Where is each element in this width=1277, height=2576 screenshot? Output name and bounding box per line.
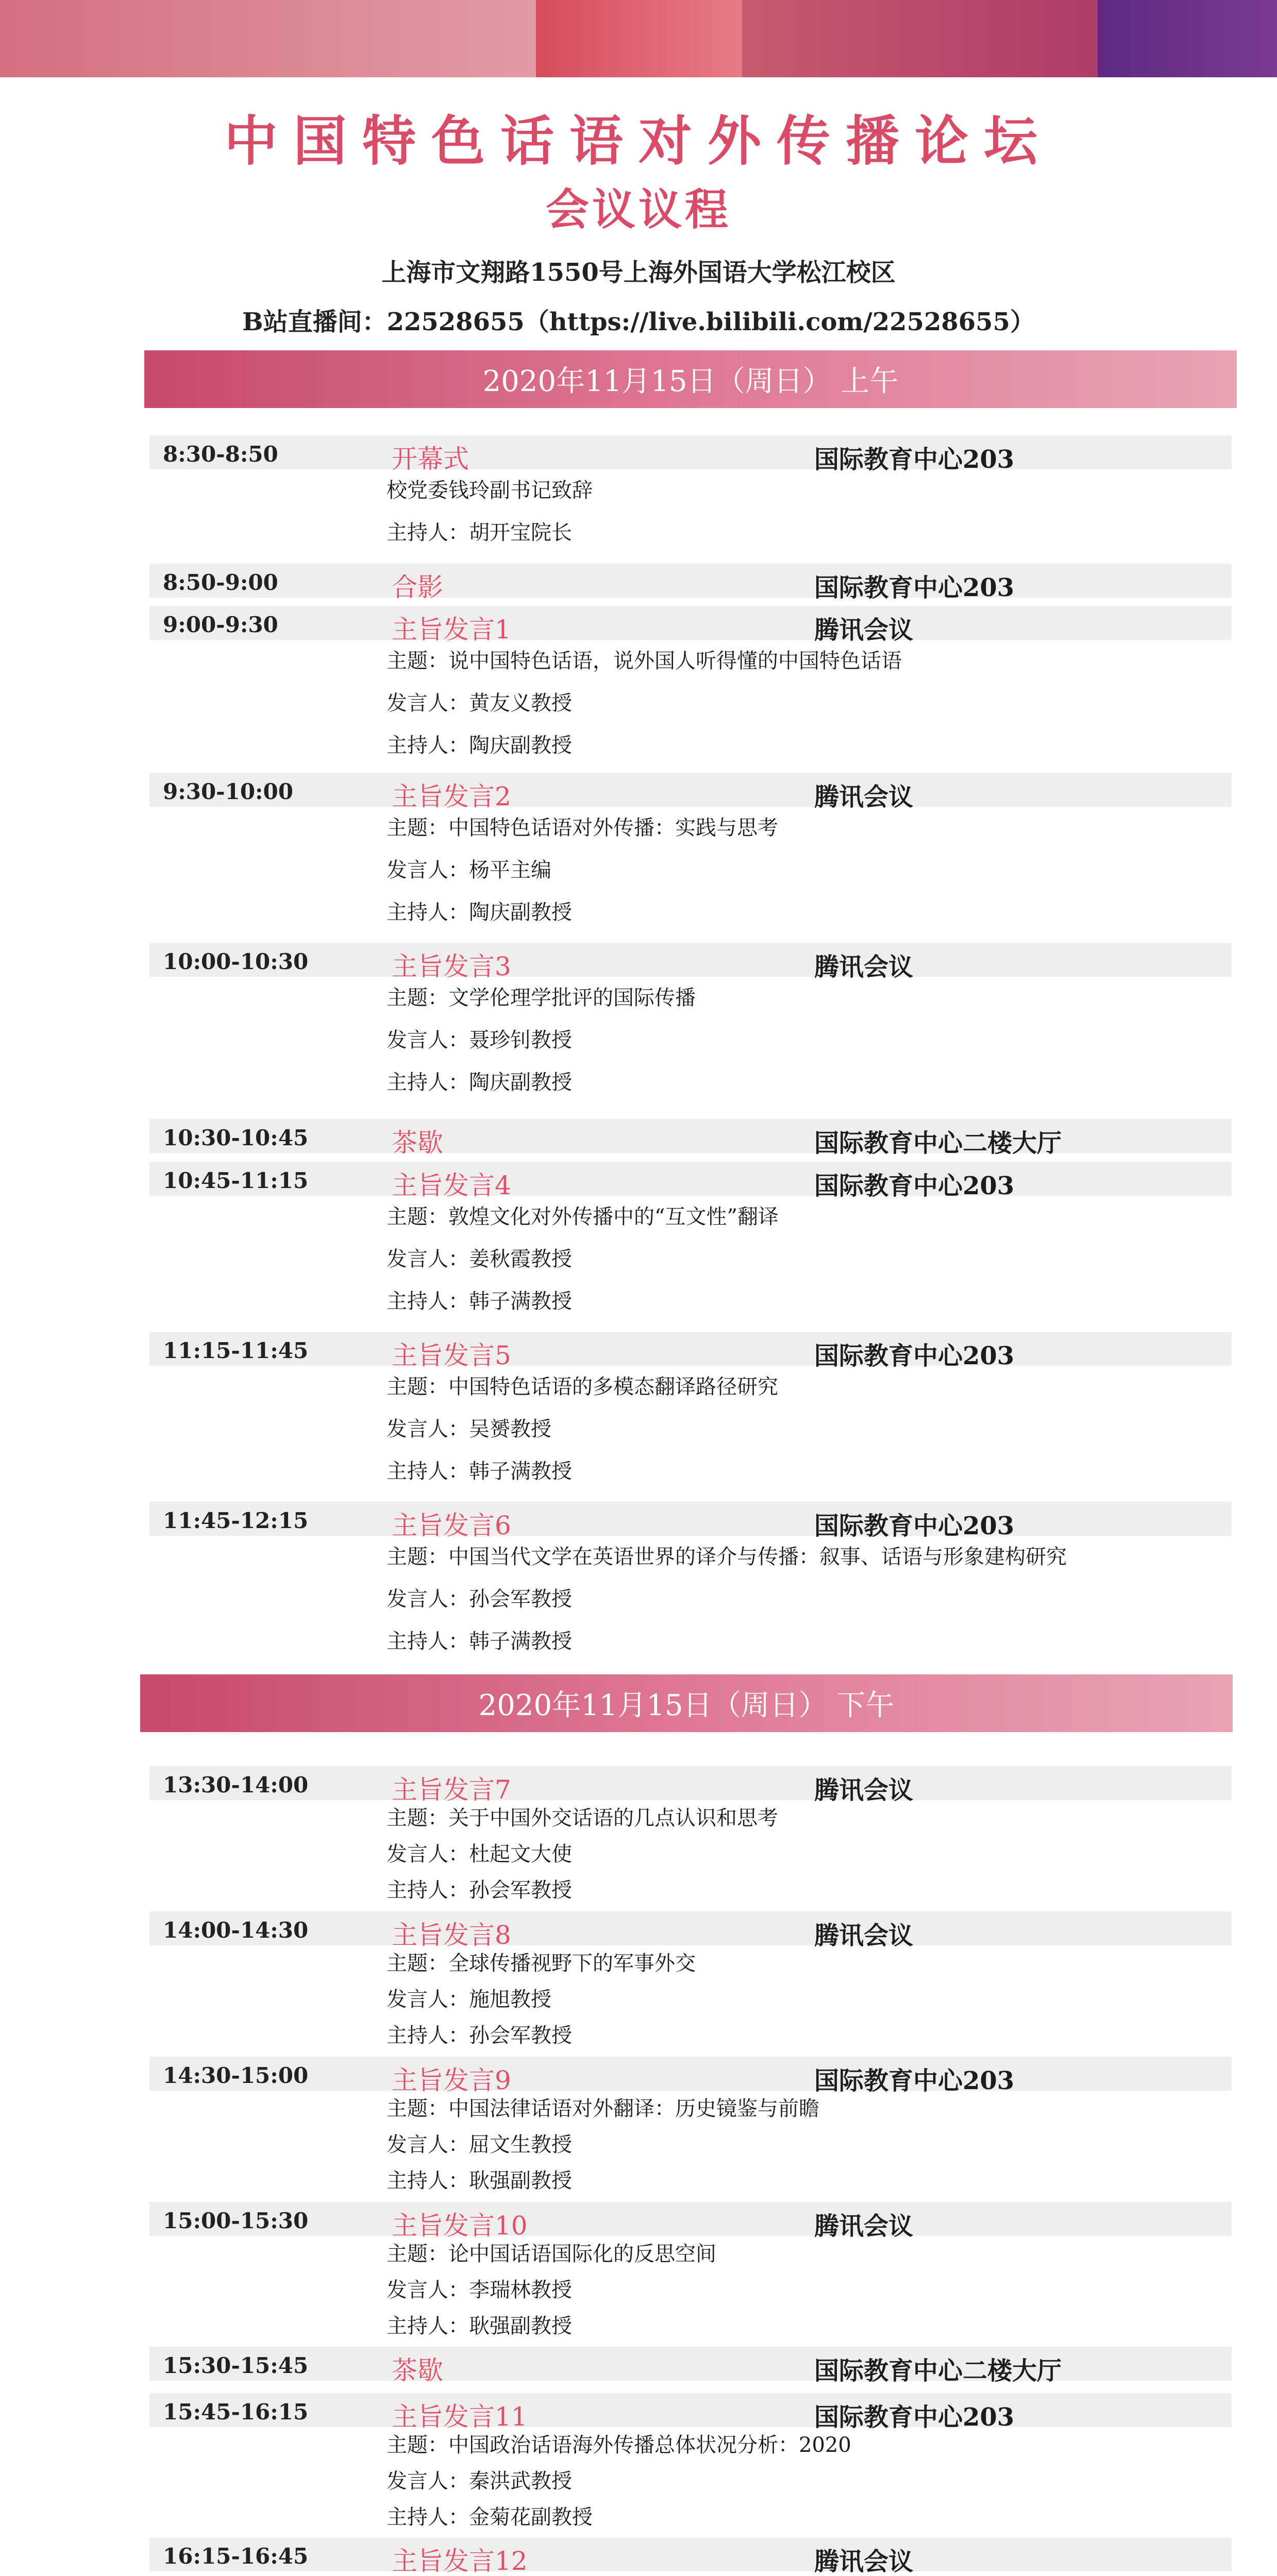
agenda-slot [149, 564, 1232, 602]
slot-time: 8:30-8:50 [163, 442, 278, 467]
slot-detail-line: 发言人：孙会军教授 [387, 1587, 572, 1611]
slot-header-row [149, 943, 1232, 981]
slot-event: 主旨发言11 [392, 2402, 528, 2432]
slot-location: 国际教育中心203 [814, 1512, 1015, 1540]
slot-header-row [149, 564, 1232, 602]
slot-location: 国际教育中心203 [814, 2066, 1015, 2095]
slot-detail-line: 主持人：耿强副教授 [387, 2169, 572, 2193]
agenda-slot [149, 1766, 1232, 1908]
slot-detail-line: 主持人：韩子满教授 [387, 1630, 572, 1653]
slot-detail-line: 主持人：金菊花副教授 [387, 2505, 593, 2529]
slot-detail-line: 发言人：吴赟教授 [387, 1417, 551, 1441]
slot-event: 主旨发言3 [392, 952, 511, 981]
slot-detail-line: 主题：论中国话语国际化的反思空间 [387, 2242, 716, 2266]
slot-detail-line: 主题：文学伦理学批评的国际传播 [387, 986, 696, 1010]
slot-location: 腾讯会议 [814, 1776, 914, 1805]
slot-event: 主旨发言10 [392, 2211, 528, 2241]
venue-address: 上海市文翔路1550号上海外国语大学松江校区 [381, 258, 896, 287]
slot-time: 10:30-10:45 [163, 1125, 309, 1150]
page-subtitle: 会议议程 [545, 184, 731, 235]
slot-detail-line: 发言人：杨平主编 [387, 858, 551, 882]
slot-time: 9:00-9:30 [163, 612, 278, 637]
slot-time: 10:45-11:15 [163, 1168, 309, 1193]
livestream-info: B站直播间：22528655（https://live.bilibili.com/22528655） [242, 308, 1035, 336]
slot-event: 茶歇 [392, 2355, 443, 2385]
slot-detail-line: 主持人：胡开宝院长 [387, 521, 572, 545]
slot-detail-line: 发言人：黄友义教授 [387, 691, 572, 715]
agenda-slot [149, 2393, 1232, 2535]
slot-detail-line: 主持人：陶庆副教授 [387, 734, 572, 757]
slot-header-row [149, 2202, 1232, 2241]
slot-detail-line: 主持人：孙会军教授 [387, 1878, 572, 1902]
slot-header-row [149, 1119, 1232, 1158]
slot-header-row [149, 1332, 1232, 1370]
slot-header-row [149, 2393, 1232, 2432]
agenda-slot [149, 943, 1232, 1104]
slot-header-row [149, 2347, 1232, 2385]
slot-time: 15:30-15:45 [163, 2353, 309, 2378]
agenda-slot [149, 2347, 1232, 2385]
slot-location: 腾讯会议 [814, 783, 914, 811]
slot-detail-line: 主题：中国特色话语的多模态翻译路径研究 [387, 1375, 778, 1399]
slot-detail-line: 主题：中国当代文学在英语世界的译介与传播：叙事、话语与形象建构研究 [387, 1545, 1067, 1569]
banner-segment [1098, 0, 1277, 77]
slot-detail-line: 主持人：陶庆副教授 [387, 901, 572, 924]
slot-location: 国际教育中心203 [814, 1342, 1015, 1370]
slot-event: 主旨发言12 [392, 2546, 528, 2576]
slot-header-row [149, 2537, 1232, 2576]
slot-detail-line: 主题：关于中国外交话语的几点认识和思考 [387, 1806, 778, 1830]
agenda-slot [149, 1332, 1232, 1493]
slot-event: 合影 [392, 572, 443, 602]
agenda-slot [149, 1502, 1232, 1663]
agenda-slot [149, 2057, 1232, 2199]
slot-detail-line: 主题：中国特色话语对外传播：实践与思考 [387, 816, 778, 840]
slot-detail-line: 发言人：杜起文大使 [387, 1842, 572, 1866]
slot-time: 15:45-16:15 [163, 2399, 309, 2425]
slot-location: 腾讯会议 [814, 1921, 914, 1950]
slot-detail-line: 主持人：孙会军教授 [387, 2024, 572, 2047]
slot-location: 国际教育中心203 [814, 573, 1015, 602]
slot-detail-line: 发言人：李瑞林教授 [387, 2278, 572, 2302]
slot-detail-line: 主持人：韩子满教授 [387, 1460, 572, 1483]
agenda-slot [149, 1162, 1232, 1323]
slot-header-row [149, 1766, 1232, 1805]
slot-header-row [149, 1162, 1232, 1200]
slot-location: 腾讯会议 [814, 616, 914, 645]
slot-detail-line: 发言人：屈文生教授 [387, 2133, 572, 2157]
slot-event: 主旨发言1 [392, 615, 511, 645]
top-decor-banner [0, 0, 1277, 77]
slot-location: 国际教育中心203 [814, 1172, 1015, 1200]
slot-detail-line: 主持人：耿强副教授 [387, 2314, 572, 2338]
slot-time: 14:00-14:30 [163, 1918, 309, 1943]
banner-segment [536, 0, 742, 77]
page-title: 中国特色话语对外传播论坛 [224, 109, 1053, 173]
slot-time: 8:50-9:00 [163, 570, 278, 595]
slot-event: 主旨发言4 [392, 1171, 511, 1200]
slot-detail-line: 发言人：施旭教授 [387, 1988, 551, 2011]
slot-detail-line: 主题：说中国特色话语，说外国人听得懂的中国特色话语 [387, 649, 902, 673]
slot-detail-line: 主题：全球传播视野下的军事外交 [387, 1952, 696, 1975]
agenda-slot [149, 773, 1232, 934]
slot-location: 腾讯会议 [814, 2212, 914, 2241]
agenda-slot [149, 2537, 1232, 2576]
slot-time: 11:45-12:15 [163, 1508, 309, 1533]
agenda-slot [149, 2202, 1232, 2344]
slot-header-row [149, 2057, 1232, 2095]
slot-event: 主旨发言5 [392, 1341, 511, 1370]
slot-detail-line: 发言人：姜秋霞教授 [387, 1247, 572, 1271]
agenda-slot [149, 1911, 1232, 2054]
slot-detail-line: 主题：敦煌文化对外传播中的“互文性”翻译 [387, 1205, 779, 1229]
slot-detail-line: 发言人：秦洪武教授 [387, 2469, 572, 2493]
slot-location: 国际教育中心二楼大厅 [814, 1129, 1062, 1158]
agenda-slot [149, 435, 1232, 554]
slot-event: 茶歇 [392, 1128, 443, 1158]
slot-event: 主旨发言7 [392, 1775, 511, 1805]
slot-header-row [149, 773, 1232, 811]
agenda-slot [149, 1119, 1232, 1158]
slot-time: 13:30-14:00 [163, 1772, 309, 1798]
slot-header-row [149, 606, 1232, 645]
slot-time: 16:15-16:45 [163, 2544, 309, 2569]
slot-detail-line: 发言人：聂珍钊教授 [387, 1028, 572, 1052]
slot-header-row [149, 435, 1232, 474]
slot-header-row [149, 1502, 1232, 1540]
slot-time: 15:00-15:30 [163, 2208, 309, 2233]
banner-segment [742, 0, 1098, 77]
slot-location: 腾讯会议 [814, 953, 914, 981]
afternoon-date-band: 2020年11月15日（周日） 下午 [140, 1674, 1233, 1732]
slot-detail-line: 主题：中国政治话语海外传播总体状况分析：2020 [387, 2433, 851, 2457]
slot-event: 主旨发言9 [392, 2065, 511, 2095]
slot-event: 主旨发言6 [392, 1511, 511, 1540]
slot-event: 开幕式 [392, 444, 469, 474]
slot-detail-line [149, 2571, 1232, 2576]
slot-event: 主旨发言2 [392, 782, 511, 811]
slot-detail-line: 主持人：韩子满教授 [387, 1290, 572, 1313]
slot-detail-line: 主持人：陶庆副教授 [387, 1071, 572, 1094]
slot-location: 国际教育中心二楼大厅 [814, 2357, 1062, 2385]
slot-time: 11:15-11:45 [163, 1338, 309, 1363]
slot-time: 14:30-15:00 [163, 2063, 309, 2088]
banner-segment [0, 0, 536, 77]
slot-location: 国际教育中心203 [814, 445, 1015, 474]
slot-event: 主旨发言8 [392, 1920, 511, 1950]
agenda-slot [149, 606, 1232, 767]
morning-date-band: 2020年11月15日（周日） 上午 [144, 350, 1237, 408]
slot-detail-line: 校党委钱玲副书记致辞 [387, 479, 593, 502]
slot-time: 10:00-10:30 [163, 949, 309, 974]
slot-time: 9:30-10:00 [163, 779, 294, 804]
slot-detail-line: 主题：中国法律话语对外翻译：历史镜鉴与前瞻 [387, 2097, 819, 2121]
slot-location: 国际教育中心203 [814, 2403, 1015, 2432]
slot-location: 腾讯会议 [814, 2547, 914, 2576]
slot-header-row [149, 1911, 1232, 1950]
